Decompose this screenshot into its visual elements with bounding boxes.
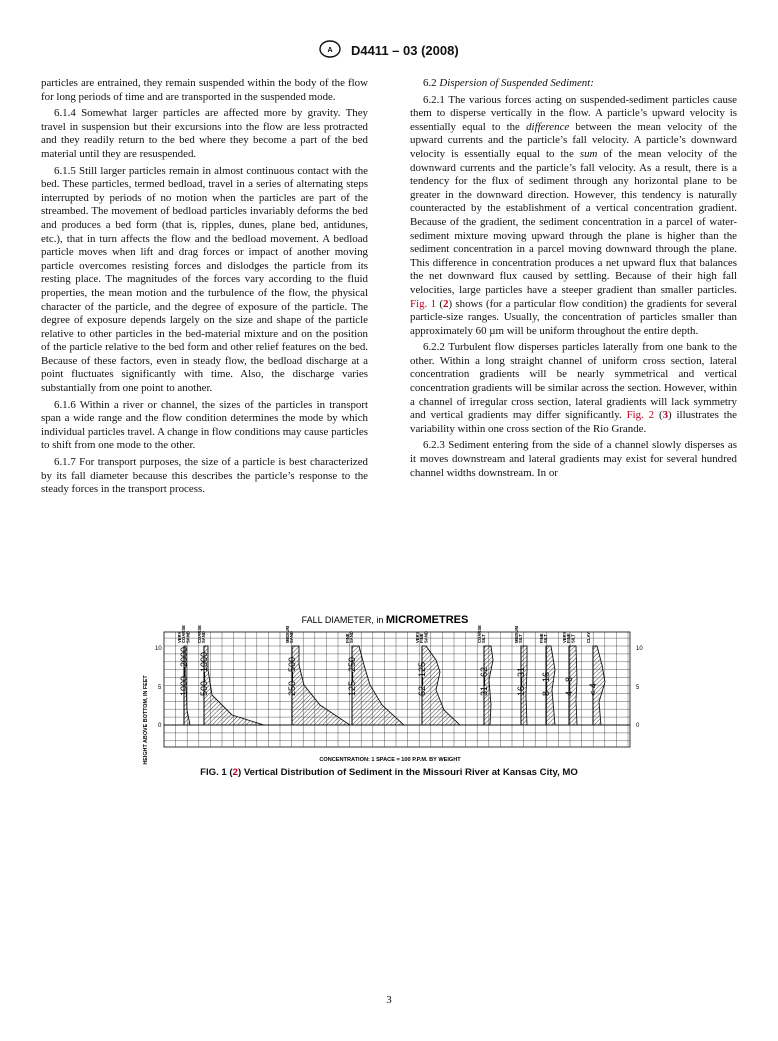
size-class-label (197, 625, 206, 643)
y-tick-5-right: 5 (636, 685, 640, 691)
size-class-line: SILT (481, 634, 487, 643)
size-class-line: MEDIUM (285, 626, 290, 643)
text-run: ( (436, 297, 443, 310)
size-class-line: FINE (539, 633, 544, 643)
size-range-label: 31—62 (479, 666, 489, 696)
text-run: ) shows (for a particular flow condition) the gradients for several particle-size ranges. Usually, the concentration of particles smaller than approximately 60 µm will be uniform throughout the entire depth. (410, 297, 737, 337)
size-range-label: 125—250 (347, 656, 357, 696)
size-class-line: CLAY (586, 631, 591, 643)
size-class-line: SAND (289, 631, 295, 643)
size-class-line: SAND (423, 631, 429, 643)
fall-diameter-label: FALL DIAMETER, in MICROMETRES (301, 614, 469, 626)
figure-1-caption (0, 767, 778, 778)
paragraph-6-1-6: 6.1.6 Within a river or channel, the sizes of the particles in transport span a wide range and the flow condition determines the mode by which individual particles travel. A change in flow conditions may cause particles to shift from one mode to the other. (41, 398, 368, 452)
size-class-line: MEDIUM (514, 626, 519, 643)
size-range-label: 4—8 (564, 676, 574, 696)
size-class-line: SILT (570, 634, 576, 643)
figure-2-link[interactable]: Fig. 2 (626, 409, 655, 422)
size-range-label: 62—125 (417, 661, 427, 696)
figure-1 (140, 610, 643, 775)
document-designation: D4411 – 03 (2008) (350, 43, 459, 58)
right-column (410, 77, 737, 483)
size-class-line: COARSE (477, 625, 482, 643)
size-class-label (177, 625, 190, 643)
size-range-label: 250—500 (287, 656, 297, 696)
size-class-line: VERY (415, 631, 420, 643)
caption-text: FIG. 1 ( (200, 767, 233, 778)
paragraph-continued: particles are entrained, they remain suspended within the body of the flow for long periods of time and are transported in the suspended mode. (41, 77, 368, 103)
size-class-line: VERY (562, 631, 567, 643)
size-class-line: SILT (518, 634, 524, 643)
chart-frame (164, 632, 630, 747)
paragraph-6-2-2 (410, 341, 737, 436)
paragraph-6-1-7: 6.1.7 For transport purposes, the size of a particle is best characterized by its fall diameter because this describes the particle’s response to the steady forces in the transport process. (41, 456, 368, 496)
size-class-label (539, 633, 548, 643)
size-class-line: VERY (177, 631, 182, 643)
y-tick-0-left: 0 (158, 723, 162, 729)
astm-logo-icon (319, 40, 341, 61)
size-class-line: SILT (543, 634, 549, 643)
text-run: ( (654, 409, 663, 422)
figure-1-graphic (140, 610, 643, 775)
size-class-label (345, 631, 354, 643)
size-class-label (477, 625, 486, 643)
size-class-line: COARSE (181, 625, 187, 643)
caption-reference-2-link[interactable]: 2 (232, 767, 238, 778)
size-class-label (415, 631, 428, 643)
section-title: Dispersion of Suspended Sediment: (439, 77, 594, 89)
reference-3-link[interactable]: 3 (662, 409, 669, 422)
x-axis-label: CONCENTRATION: 1 SPACE = 100 P.P.M. BY WEIGHT (319, 757, 461, 763)
text-run: 6.2.1 The various forces acting on suspended-sediment particles cause them to disperse vertically in the flow. A particle’s upward velocity is essentially equal to the (410, 93, 737, 133)
paragraph-6-2-3: 6.2.3 Sediment entering from the side of a channel slowly disperses as it moves downstream and lateral gradients may exist for several hundred channel widths downstream. In or (410, 439, 737, 479)
size-range-label: 8—16 (541, 671, 551, 696)
size-range-label: 500—1000 (199, 651, 209, 696)
page-number: 3 (386, 994, 392, 1006)
size-range-label: < 4 (588, 683, 598, 696)
y-tick-5-left: 5 (158, 685, 162, 691)
y-tick-10-right: 10 (636, 646, 643, 652)
paragraph-6-2-1 (410, 94, 737, 339)
size-class-line: FINE (345, 633, 350, 643)
page-header (0, 40, 778, 61)
reference-2-link[interactable]: 2 (443, 297, 449, 310)
svg-text:A: A (327, 47, 333, 54)
size-class-line: SAND (349, 631, 355, 643)
text-run: ) illustrates the variability within one cross section of the Rio Grande. (410, 409, 738, 435)
section-number: 6.2 (423, 77, 440, 89)
text-run: of the mean velocity of the downward currents and the particle’s fall velocity. As a result, there is a tendency for the flux of sediment through any horizontal plane to be greater in the downward direction. However, this tendency is naturally counteracted by the establishment of a vertical concentration gradient. Because of the gradient, the sediment concentration in a parcel of water-sediment mixture moving upward through the plane is higher than the sediment concentration in a parcel moving downward through the plane. This difference in concentration produces a net upward flux that balances the net downward flux caused by settling. Because of their high fall velocities, large particles have a steeper gradient than smaller particles. (410, 147, 737, 296)
paragraph-6-1-5: 6.1.5 Still larger particles remain in almost continuous contact with the bed. These particles, termed bedload, travel in a series of alternating steps interrupted by periods of no motion when the particles are part of the streambed. The movement of bedload particles invariably deforms the bed and produces a bed form (that is, ripples, dunes, plane bed, antidunes, etc.), that in turn affects the flow and the bedload movement. A bedload particle moves when lift and drag forces or impact of another moving particle overcomes resisting forces and dislodges the particle from its resting place. The magnitudes of the forces vary according to the fluid properties, the mean motion and the turbulence of the flow, the physical character of the particle, and the degree of exposure of the particle. The degree of exposure depends largely on the size and shape of the particle relative to other particles in the bed-material mixture and on the position of the particle relative to the bed form and other relief features on the bed. Because of these factors, even in steady flow, the bedload discharge at a point fluctuates significantly with time. Also, the discharge varies substantially from one point to another. (41, 164, 368, 395)
figure-1-link[interactable]: Fig. 1 (410, 297, 437, 310)
caption-text: ) Vertical Distribution of Sediment in the Missouri River at Kansas City, MO (237, 767, 578, 778)
text-run: 6.2.2 Turbulent flow disperses particles laterally from one bank to the other. Within a long straight channel of uniform cross section, lateral concentration gradients will be nearly symmetrical and vertical concentration gradients will be similar across the section. However, within a channel of irregular cross section, lateral gradients will lack symmetry and vertical gradients may differ significantly. (410, 341, 737, 422)
paragraph-6-1-4: 6.1.4 Somewhat larger particles are affected more by gravity. They travel in suspension but their excursions into the flow are less protracted and they readily return to the bed where they become a part of the bed material until they are resuspended. (41, 107, 368, 160)
size-class-label (586, 632, 591, 643)
y-tick-0-right: 0 (636, 723, 640, 729)
italic-run: sum (579, 147, 598, 160)
y-axis-label: HEIGHT ABOVE BOTTOM, IN FEET (143, 675, 149, 765)
size-class-line: FINE (419, 633, 425, 643)
size-class-label (514, 626, 523, 643)
size-class-line: COARSE (197, 625, 202, 643)
y-tick-10-left: 10 (155, 646, 162, 652)
size-range-label: 16—31 (516, 666, 526, 696)
left-column (41, 77, 368, 500)
size-class-line: SAND (201, 631, 207, 643)
italic-run: difference (526, 120, 570, 133)
size-class-line: SAND (185, 631, 191, 643)
chart-grid (164, 632, 630, 747)
section-heading-6-2 (410, 77, 737, 91)
size-class-line: FINE (566, 633, 572, 643)
text-run: between the mean velocity of the upward currents and the particle’s fall velocity. A particle’s downward velocity is essentially equal to the (410, 120, 737, 160)
size-class-label (562, 632, 575, 643)
size-class-label (285, 626, 294, 643)
size-range-label: 1000—2000 (179, 646, 189, 696)
